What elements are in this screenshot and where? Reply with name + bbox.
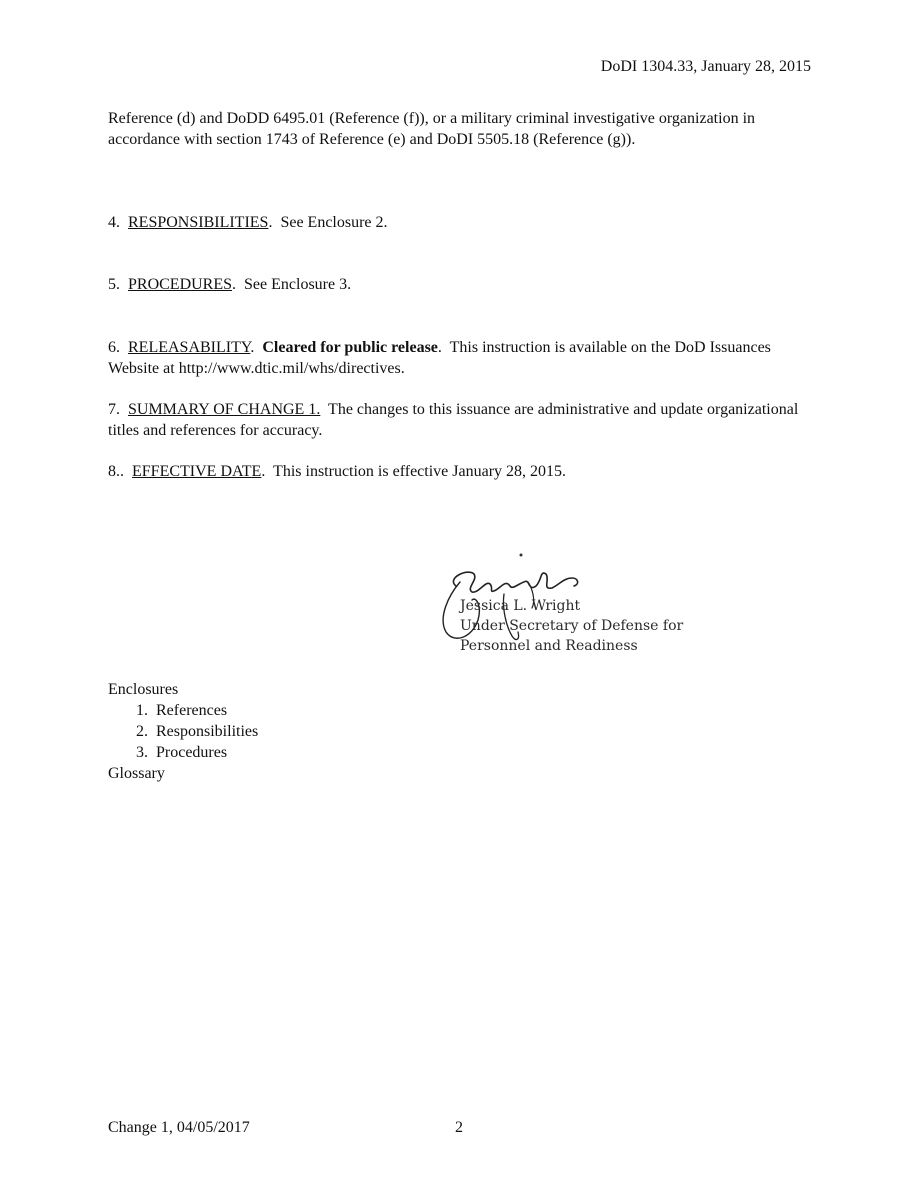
section-title: RESPONSIBILITIES [128,214,269,231]
section-summary-of-change [108,399,808,441]
section-body: See Enclosure 3. [244,276,352,293]
enclosure-number: 3. [136,744,148,761]
change-footer: Change 1, 04/05/2017 [108,1119,250,1136]
page-number: 2 [455,1119,463,1136]
section-body: See Enclosure 2. [280,214,388,231]
section-number: 5. [108,276,120,293]
section-responsibilities: 4. RESPONSIBILITIES. See Enclosure 2. [108,214,388,231]
section-body: This instruction is effective January 28, 2015. [273,463,567,480]
section-number: 4. [108,214,120,231]
section-number: 7. [108,401,120,418]
signature-block [432,548,692,660]
section-number: 6. [108,339,120,356]
enclosure-label: Responsibilities [156,723,259,740]
enclosure-label: References [156,702,228,719]
enclosure-item [108,700,808,721]
enclosure-item [108,742,808,763]
section-body: The changes to this issuance are administrative and update organizational titles and references for accuracy. [108,401,799,439]
document-header: DoDI 1304.33, January 28, 2015 [600,58,811,75]
signatory-title-line2: Personnel and Readiness [460,638,638,654]
release-statement: Cleared for public release [262,339,438,356]
section-effective-date: 8.. EFFECTIVE DATE. This instruction is effective January 28, 2015. [108,463,567,480]
section-title: RELEASABILITY [128,339,251,356]
enclosure-number: 2. [136,723,148,740]
enclosures-heading: Enclosures [108,681,179,698]
section-body: This instruction is available on the DoD Issuances Website at http://www.dtic.mil/whs/directives. [108,339,771,377]
section-procedures: 5. PROCEDURES. See Enclosure 3. [108,276,352,293]
signatory-title-line1: Under Secretary of Defense for [460,618,684,634]
section-title: EFFECTIVE DATE [132,463,262,480]
section-title: PROCEDURES [128,276,233,293]
intro-paragraph: Reference (d) and DoDD 6495.01 (Reference (f)), or a military criminal investigative organization in accordance with section 1743 of Reference (e) and DoDI 5505.18 (Reference (g)). [108,110,756,148]
section-releasability: 6. RELEASABILITY. Cleared for public release. This instruction is available on the DoD Issuances Website at http://www.dtic.mil/whs/directives. [108,339,771,377]
enclosure-number: 1. [136,702,148,719]
enclosures-list [108,679,808,784]
section-title: SUMMARY OF CHANGE 1. [128,401,321,418]
signatory-name: Jessica L. Wright [460,598,581,614]
enclosure-item [108,721,808,742]
enclosure-label: Procedures [156,744,228,761]
section-number: 8.. [108,463,124,480]
glossary-entry: Glossary [108,765,165,782]
